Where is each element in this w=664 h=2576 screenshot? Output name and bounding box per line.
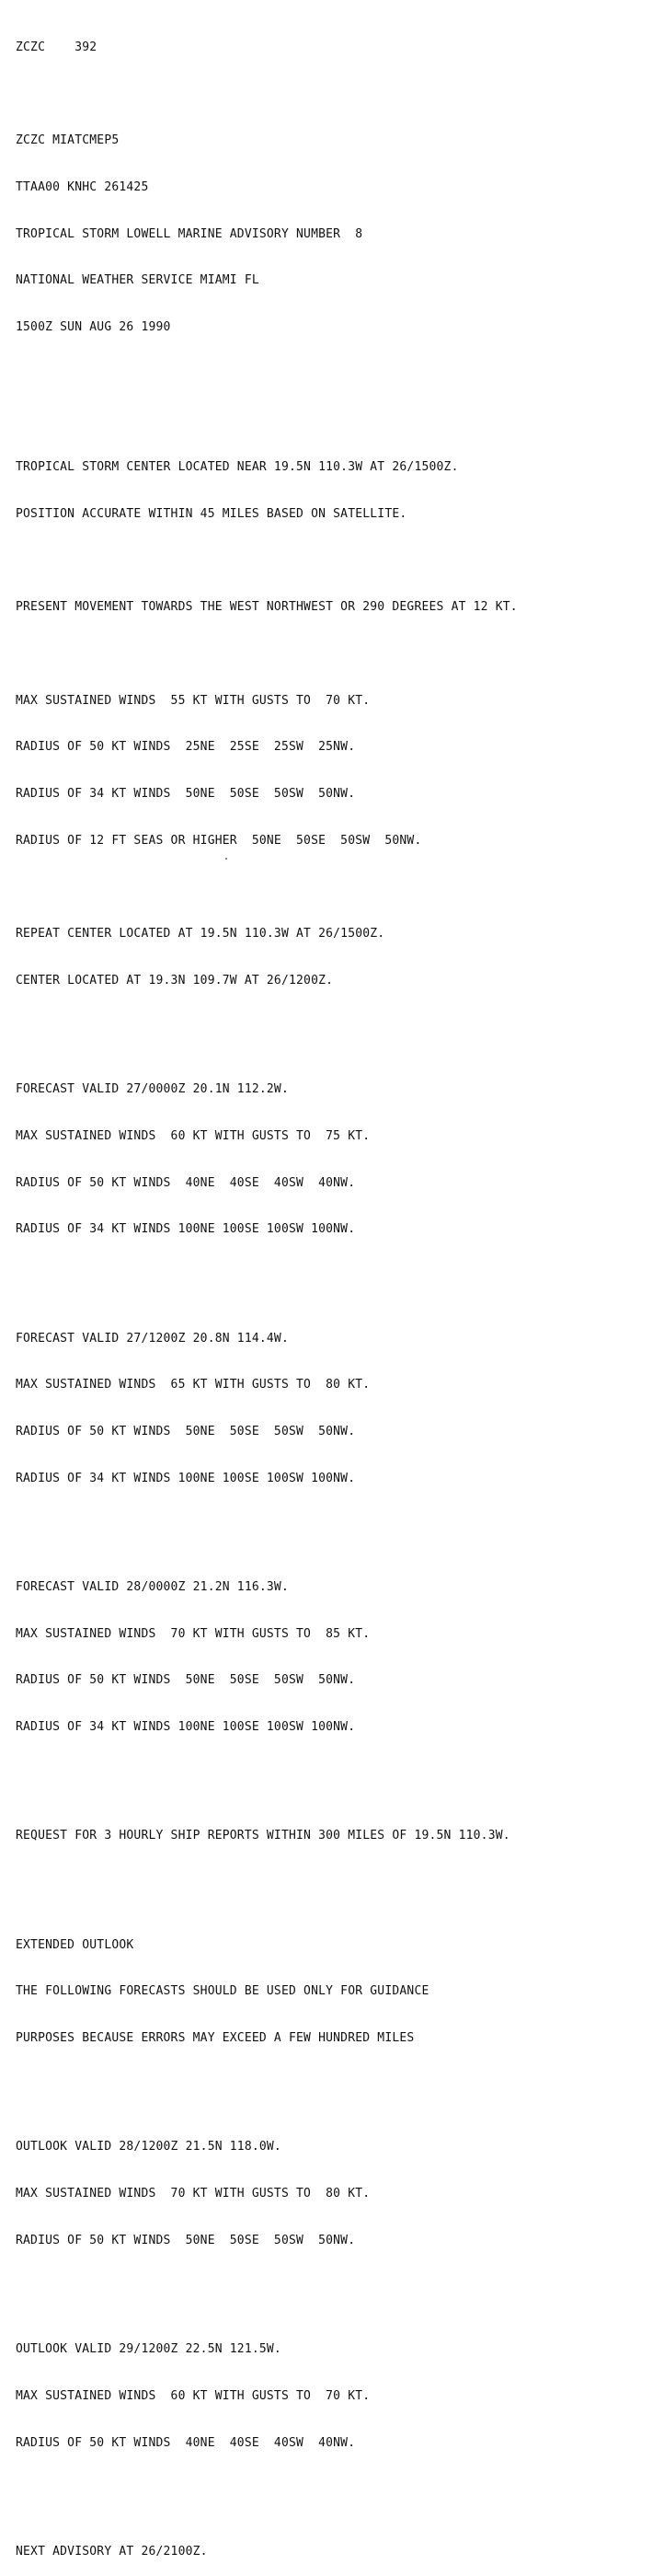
blank-line xyxy=(16,1876,659,1891)
forecast-max-winds: MAX SUSTAINED WINDS 60 KT WITH GUSTS TO 75 KT. xyxy=(16,1128,371,1143)
forecast-valid: FORECAST VALID 27/1200Z 20.8N 114.4W. xyxy=(16,1331,289,1346)
forecast-radius-34kt: RADIUS OF 34 KT WINDS 100NE 100SE 100SW 100NW. xyxy=(16,1471,356,1485)
extended-outlook-note: PURPOSES BECAUSE ERRORS MAY EXCEED A FEW HUNDRED MILES xyxy=(16,2031,415,2046)
blank-line xyxy=(16,2482,659,2498)
blank-line xyxy=(16,87,659,103)
header-line: ZCZC MIATCMEP5 xyxy=(16,133,120,148)
forecast-valid: FORECAST VALID 28/0000Z 21.2N 116.3W. xyxy=(16,1580,289,1595)
present-movement: PRESENT MOVEMENT TOWARDS THE WEST NORTHWEST OR 290 DEGREES AT 12 KT. xyxy=(16,600,518,615)
outlook-max-winds: MAX SUSTAINED WINDS 70 KT WITH GUSTS TO 80 KT. xyxy=(16,2187,371,2201)
blank-line xyxy=(16,554,659,570)
advisory-document xyxy=(16,9,659,2576)
blank-line xyxy=(16,413,659,429)
previous-center: CENTER LOCATED AT 19.3N 109.7W AT 26/1200Z. xyxy=(16,973,334,988)
forecast-max-winds: MAX SUSTAINED WINDS 70 KT WITH GUSTS TO 85 KT. xyxy=(16,1626,371,1641)
current-radius-seas: RADIUS OF 12 FT SEAS OR HIGHER 50NE 50SE 50SW 50NW. xyxy=(16,833,422,848)
header-line: ZCZC 392 xyxy=(16,40,97,54)
outlook-valid: OUTLOOK VALID 28/1200Z 21.5N 118.0W. xyxy=(16,2140,281,2154)
blank-line xyxy=(16,1021,659,1036)
header-line: TTAA00 KNHC 261425 xyxy=(16,179,149,194)
advisory-title: TROPICAL STORM LOWELL MARINE ADVISORY NUMBER 8 xyxy=(16,226,363,241)
extended-outlook-note: THE FOLLOWING FORECASTS SHOULD BE USED ONLY FOR GUIDANCE xyxy=(16,1984,429,1999)
blank-line xyxy=(16,1767,659,1783)
blank-line xyxy=(16,880,659,895)
ship-report-request: REQUEST FOR 3 HOURLY SHIP REPORTS WITHIN 300 MILES OF 19.5N 110.3W. xyxy=(16,1829,510,1843)
center-location: TROPICAL STORM CENTER LOCATED NEAR 19.5N 110.3W AT 26/1500Z. xyxy=(16,460,459,475)
blank-line xyxy=(16,647,659,663)
outlook-max-winds: MAX SUSTAINED WINDS 60 KT WITH GUSTS TO 70 KT. xyxy=(16,2388,371,2403)
next-advisory: NEXT ADVISORY AT 26/2100Z. xyxy=(16,2544,208,2559)
blank-line xyxy=(16,2281,659,2296)
current-max-winds: MAX SUSTAINED WINDS 55 KT WITH GUSTS TO 70 KT. xyxy=(16,693,371,708)
scan-speck xyxy=(225,858,227,860)
outlook-valid: OUTLOOK VALID 29/1200Z 22.5N 121.5W. xyxy=(16,2342,281,2357)
issue-time: 1500Z SUN AUG 26 1990 xyxy=(16,320,171,335)
current-radius-50kt: RADIUS OF 50 KT WINDS 25NE 25SE 25SW 25NW. xyxy=(16,740,356,755)
forecast-radius-50kt: RADIUS OF 50 KT WINDS 50NE 50SE 50SW 50NW. xyxy=(16,1673,356,1688)
blank-line xyxy=(16,1518,659,1533)
forecast-valid: FORECAST VALID 27/0000Z 20.1N 112.2W. xyxy=(16,1082,289,1097)
extended-outlook-title: EXTENDED OUTLOOK xyxy=(16,1937,134,1952)
forecast-radius-50kt: RADIUS OF 50 KT WINDS 50NE 50SE 50SW 50NW. xyxy=(16,1425,356,1439)
blank-line xyxy=(16,1269,659,1285)
position-accuracy: POSITION ACCURATE WITHIN 45 MILES BASED ON SATELLITE. xyxy=(16,506,407,521)
outlook-radius-50kt: RADIUS OF 50 KT WINDS 50NE 50SE 50SW 50NW. xyxy=(16,2233,356,2247)
forecast-radius-50kt: RADIUS OF 50 KT WINDS 40NE 40SE 40SW 40NW. xyxy=(16,1175,356,1190)
outlook-radius-50kt: RADIUS OF 50 KT WINDS 40NE 40SE 40SW 40NW. xyxy=(16,2435,356,2450)
blank-line xyxy=(16,367,659,383)
repeat-center: REPEAT CENTER LOCATED AT 19.5N 110.3W AT 26/1500Z. xyxy=(16,927,385,941)
forecast-radius-34kt: RADIUS OF 34 KT WINDS 100NE 100SE 100SW 100NW. xyxy=(16,1720,356,1735)
blank-line xyxy=(16,2078,659,2094)
issuing-office: NATIONAL WEATHER SERVICE MIAMI FL xyxy=(16,273,259,288)
current-radius-34kt: RADIUS OF 34 KT WINDS 50NE 50SE 50SW 50NW. xyxy=(16,787,356,802)
forecast-radius-34kt: RADIUS OF 34 KT WINDS 100NE 100SE 100SW 100NW. xyxy=(16,1222,356,1237)
forecast-max-winds: MAX SUSTAINED WINDS 65 KT WITH GUSTS TO 80 KT. xyxy=(16,1378,371,1392)
